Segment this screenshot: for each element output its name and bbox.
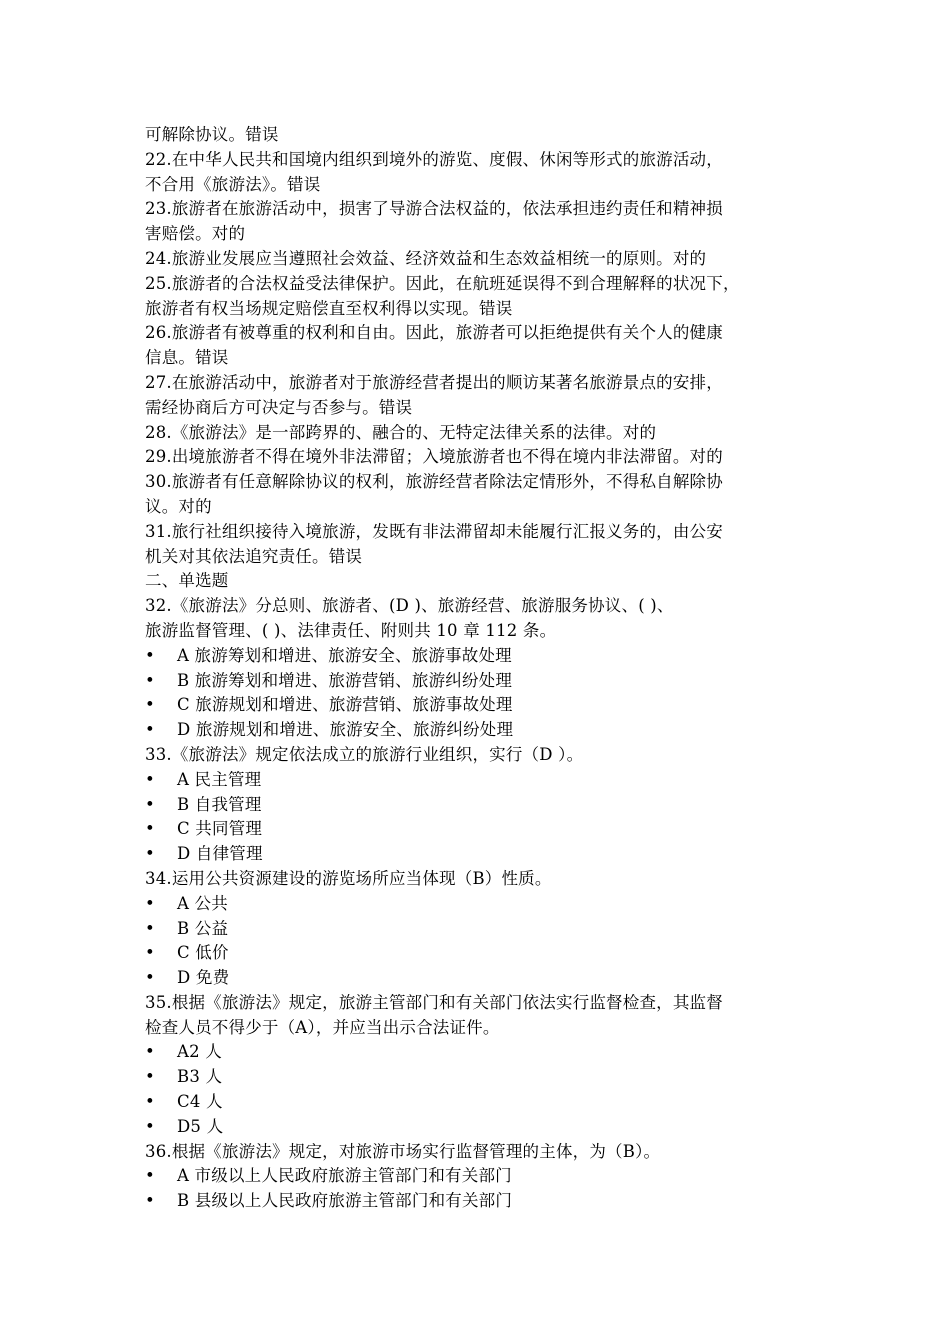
bullet-icon: • [145, 968, 155, 988]
option-text: D 自律管理 [177, 844, 263, 864]
option-text: A 民主管理 [177, 769, 262, 789]
question-text: 检查人员不得少于（A），并应当出示合法证件。 [145, 1017, 500, 1037]
bullet-icon: • [145, 695, 155, 715]
bullet-icon: • [145, 1166, 155, 1186]
option-text: A 公共 [177, 893, 228, 913]
option-text: B 县级以上人民政府旅游主管部门和有关部门 [177, 1191, 513, 1211]
document-body [145, 123, 815, 1214]
bullet-icon: • [145, 943, 155, 963]
bullet-icon: • [145, 918, 155, 938]
option-item [145, 1164, 815, 1189]
bullet-icon: • [145, 893, 155, 913]
option-item [145, 917, 815, 942]
bullet-icon: • [145, 769, 155, 789]
text-line: 22.在中华人民共和国境内组织到境外的游览、度假、休闲等形式的旅游活动， [145, 149, 723, 169]
question-text: 36.根据《旅游法》规定，对旅游市场实行监督管理的主体，为（B）。 [145, 1141, 661, 1161]
option-text: A2 人 [177, 1042, 222, 1062]
bullet-icon: • [145, 819, 155, 839]
question-text: 35.根据《旅游法》规定，旅游主管部门和有关部门依法实行监督检查，其监督 [145, 992, 723, 1012]
text-line: 害赔偿。对的 [145, 224, 246, 244]
bullet-icon: • [145, 720, 155, 740]
option-item [145, 718, 815, 743]
text-line: 30.旅游者有任意解除协议的权利，旅游经营者除法定情形外，不得私自解除协 [145, 472, 723, 492]
bullet-icon: • [145, 844, 155, 864]
option-text: C4 人 [177, 1092, 223, 1112]
text-line: 29.出境旅游者不得在境外非法滞留；入境旅游者也不得在境内非法滞留。对的 [145, 447, 723, 467]
bullet-icon: • [145, 1116, 155, 1136]
question-text: 34.运用公共资源建设的游览场所应当体现（B）性质。 [145, 868, 552, 888]
option-text: C 共同管理 [177, 819, 263, 839]
text-line: 23.旅游者在旅游活动中，损害了导游合法权益的，依法承担违约责任和精神损 [145, 199, 723, 219]
option-item [145, 1115, 815, 1140]
option-item [145, 892, 815, 917]
text-line: 25.旅游者的合法权益受法律保护。因此，在航班延误得不到合理解释的状况下， [145, 273, 740, 293]
text-line: 需经协商后方可决定与否参与。错误 [145, 397, 413, 417]
option-item [145, 966, 815, 991]
text-line: 31.旅行社组织接待入境旅游，发既有非法滞留却未能履行汇报义务的，由公安 [145, 521, 723, 541]
question-text: 32.《旅游法》分总则、旅游者、(D )、旅游经营、旅游服务协议、( )、 [145, 596, 674, 616]
option-item [145, 669, 815, 694]
bullet-icon: • [145, 645, 155, 665]
option-text: A 市级以上人民政府旅游主管部门和有关部门 [177, 1166, 512, 1186]
text-line: 28.《旅游法》是一部跨界的、融合的、无特定法律关系的法律。对的 [145, 422, 657, 442]
option-text: B 旅游筹划和增进、旅游营销、旅游纠纷处理 [177, 670, 513, 690]
text-line: 旅游者有权当场规定赔偿直至权利得以实现。错误 [145, 298, 513, 318]
option-item [145, 793, 815, 818]
section-heading: 二、单选题 [145, 571, 229, 591]
text-line: 26.旅游者有被尊重的权利和自由。因此，旅游者可以拒绝提供有关个人的健康 [145, 323, 723, 343]
option-item [145, 768, 815, 793]
bullet-icon: • [145, 1042, 155, 1062]
option-item [145, 842, 815, 867]
option-text: C 旅游规划和增进、旅游营销、旅游事故处理 [177, 695, 513, 715]
option-text: C 低价 [177, 943, 229, 963]
option-text: B 公益 [177, 918, 229, 938]
option-text: D5 人 [177, 1116, 224, 1136]
option-text: A 旅游筹划和增进、旅游安全、旅游事故处理 [177, 645, 512, 665]
option-item [145, 693, 815, 718]
text-line: 信息。错误 [145, 348, 229, 368]
bullet-icon: • [145, 1092, 155, 1112]
option-item [145, 941, 815, 966]
bullet-icon: • [145, 1067, 155, 1087]
option-text: B 自我管理 [177, 794, 262, 814]
bullet-icon: • [145, 794, 155, 814]
option-item [145, 817, 815, 842]
option-item [145, 1040, 815, 1065]
option-item [145, 644, 815, 669]
option-item [145, 1189, 815, 1214]
text-line: 27.在旅游活动中，旅游者对于旅游经营者提出的顺访某著名旅游景点的安排， [145, 372, 723, 392]
bullet-icon: • [145, 670, 155, 690]
text-line: 议。对的 [145, 496, 212, 516]
text-line: 机关对其依法追究责任。错误 [145, 546, 363, 566]
option-item [145, 1065, 815, 1090]
option-text: D 免费 [177, 968, 230, 988]
text-line: 24.旅游业发展应当遵照社会效益、经济效益和生态效益相统一的原则。对的 [145, 248, 707, 268]
question-text: 旅游监督管理、( )、法律责任、附则共 10 章 112 条。 [145, 620, 557, 640]
option-item [145, 1090, 815, 1115]
bullet-icon: • [145, 1191, 155, 1211]
question-text: 33.《旅游法》规定依法成立的旅游行业组织，实行（D ）。 [145, 744, 584, 764]
option-text: D 旅游规划和增进、旅游安全、旅游纠纷处理 [177, 720, 514, 740]
option-text: B3 人 [177, 1067, 223, 1087]
text-line: 不合用《旅游法》。错误 [145, 174, 321, 194]
text-line: 可解除协议。错误 [145, 125, 279, 144]
